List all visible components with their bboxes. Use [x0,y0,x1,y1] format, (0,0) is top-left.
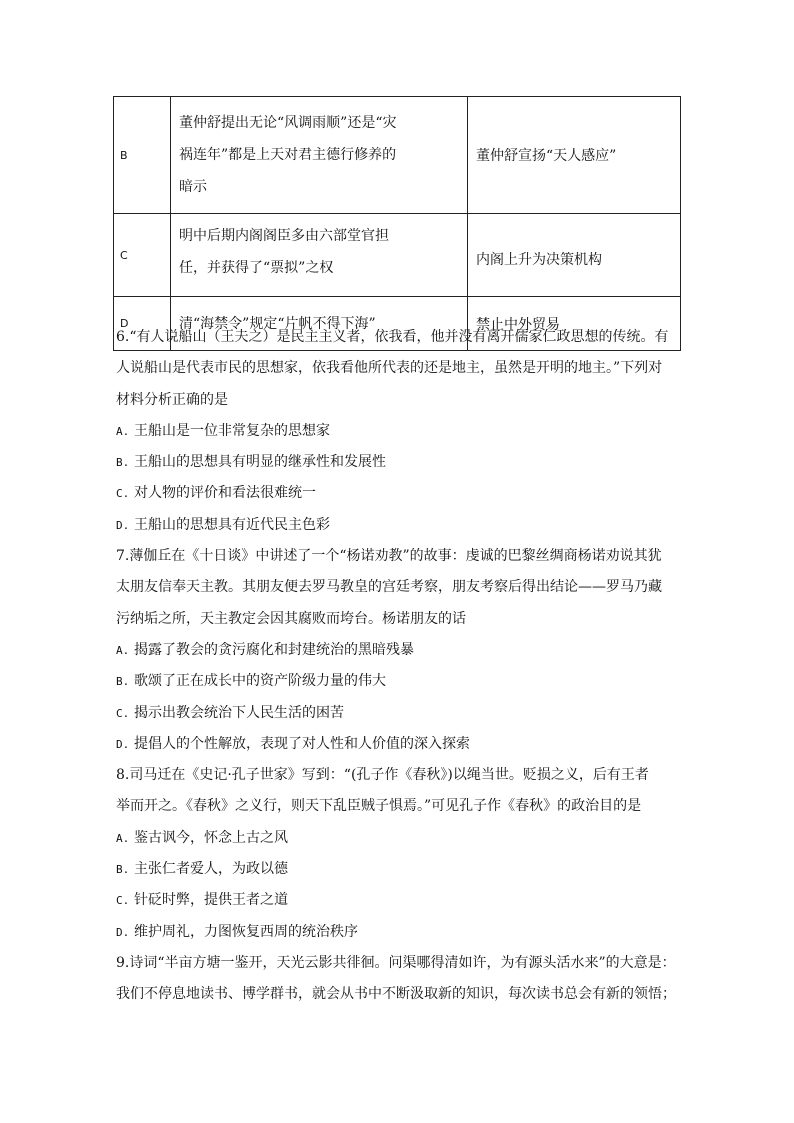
question-stem-line: 我们不停息地读书、博学群书，就会从书中不断汲取新的知识，每次读书总会有新的领悟； [116,986,676,1003]
question-6 [116,322,682,541]
answer-option-b[interactable]: B. 主张仁者爱人，为政以德 [116,861,288,878]
answer-option-c[interactable]: C. 揭示出教会统治下人民生活的困苦 [116,704,344,721]
question-stem-line: 材料分析正确的是 [116,391,228,408]
option-letter: D [114,297,171,351]
answer-options-table [113,96,681,351]
answer-option-b[interactable]: B. 王船山的思想具有明显的继承性和发展性 [116,454,386,471]
question-stem-line: 9.诗词“半亩方塘一鉴开，天光云影共徘徊。问渠哪得清如许，为有源头活水来”的大意是： [116,954,676,971]
question-9 [116,948,682,1011]
questions-section [116,322,682,1011]
answer-option-b[interactable]: B. 歌颂了正在成长中的资产阶级力量的伟大 [116,673,386,690]
option-letter: B [114,97,171,214]
question-stem-line: 污纳垢之所，天主教定会因其腐败而垮台。杨诺朋友的话 [116,610,466,627]
answer-option-c[interactable]: C. 针砭时弊，提供王者之道 [116,892,288,909]
question-7 [116,541,682,760]
conclusion-cell: 禁止中外贸易 [468,297,681,351]
material-line: 董仲舒提出无论“风调雨顺”还是“灾 [179,115,397,131]
answer-option-d[interactable]: D. 提倡人的个性解放，表现了对人性和人价值的深入探索 [116,735,470,752]
answer-option-a[interactable]: A. 揭露了教会的贪污腐化和封建统治的黑暗残暴 [116,641,414,658]
answer-option-d[interactable]: D. 王船山的思想具有近代民主色彩 [116,516,330,533]
material-line: 暗示 [179,179,207,195]
material-cell [171,214,468,297]
answer-option-c[interactable]: C. 对人物的评价和看法很难统一 [116,485,316,502]
answer-option-d[interactable]: D. 维护周礼，力图恢复西周的统治秩序 [116,923,358,940]
question-stem-line: 太朋友信奉天主教。其朋友便去罗马教皇的宫廷考察，朋友考察后得出结论——罗马乃藏 [116,579,662,596]
material-line: 任，并获得了“票拟”之权 [179,260,334,276]
question-stem-line: 举而开之。《春秋》之义行，则天下乱臣贼子惧焉。”可见孔子作《春秋》的政治目的是 [116,798,642,815]
answer-option-a[interactable]: A. 王船山是一位非常复杂的思想家 [116,422,330,439]
question-stem-line: 8.司马迁在《史记·孔子世家》写到：“(孔子作《春秋》)以绳当世。贬损之义，后有王者 [116,767,649,784]
answer-option-a[interactable]: A. 鉴古讽今，怀念上古之风 [116,829,288,846]
question-stem-line: 人说船山是代表市民的思想家，依我看他所代表的还是地主，虽然是开明的地主。”下列对 [116,360,663,377]
material-line: 祸连年”都是上天对君主德行修养的 [179,147,397,163]
conclusion-cell: 内阁上升为决策机构 [468,214,681,297]
table-row [114,97,681,214]
question-stem-line: 6.“有人说船山（王夫之）是民主主义者，依我看，他并没有离开儒家仁政思想的传统。有 [116,329,669,345]
conclusion-cell: 董仲舒宣扬“天人感应” [468,97,681,214]
question-8 [116,760,682,948]
table-row [114,214,681,297]
question-stem-line: 7.薄伽丘在《十日谈》中讲述了一个“杨诺劝教”的故事：虔诚的巴黎丝绸商杨诺劝说其犹 [116,548,662,565]
option-letter: C [114,214,171,297]
material-line: 明中后期内阁阁臣多由六部堂官担 [179,228,389,244]
material-line: 清“海禁令”规定“片帆不得下海” [179,315,376,332]
material-cell [171,97,468,214]
